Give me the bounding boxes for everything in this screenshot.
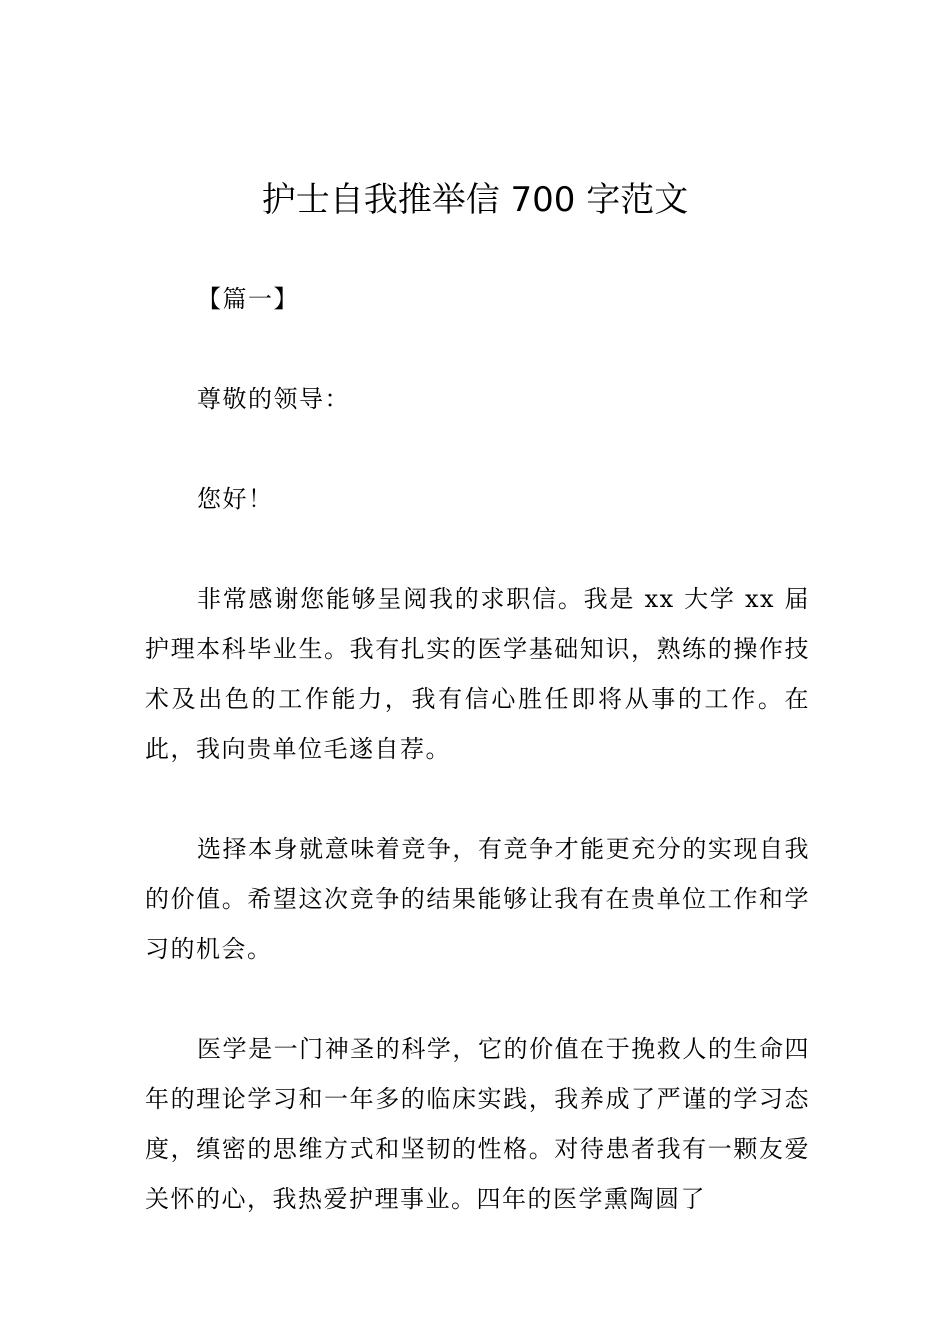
salutation: 尊敬的领导： bbox=[197, 385, 350, 413]
section-label: 【篇一】 bbox=[197, 285, 299, 313]
paragraph: 选择本身就意味着竞争，有竞争才能更充分的实现自我的价值。希望这次竞争的结果能够让我有在贵单位工作和学习的机会。 bbox=[145, 835, 810, 963]
paragraph: 医学是一门神圣的科学，它的价值在于挽救人的生命四年的理论学习和一年多的临床实践，我养成了严谨的学习态度，缜密的思维方式和坚韧的性格。对待患者我有一颗友爱关怀的心，我热爱护理事业。四年的医学熏陶圆了 bbox=[145, 1035, 810, 1213]
greeting: 您好！ bbox=[197, 485, 274, 513]
document-title: 护士自我推举信 700 字范文 bbox=[261, 180, 689, 220]
paragraph: 非常感谢您能够呈阅我的求职信。我是 xx 大学 xx 届护理本科毕业生。我有扎实的医学基础知识，熟练的操作技术及出色的工作能力，我有信心胜任即将从事的工作。在此，我向贵单位毛遂自荐。 bbox=[145, 585, 810, 763]
